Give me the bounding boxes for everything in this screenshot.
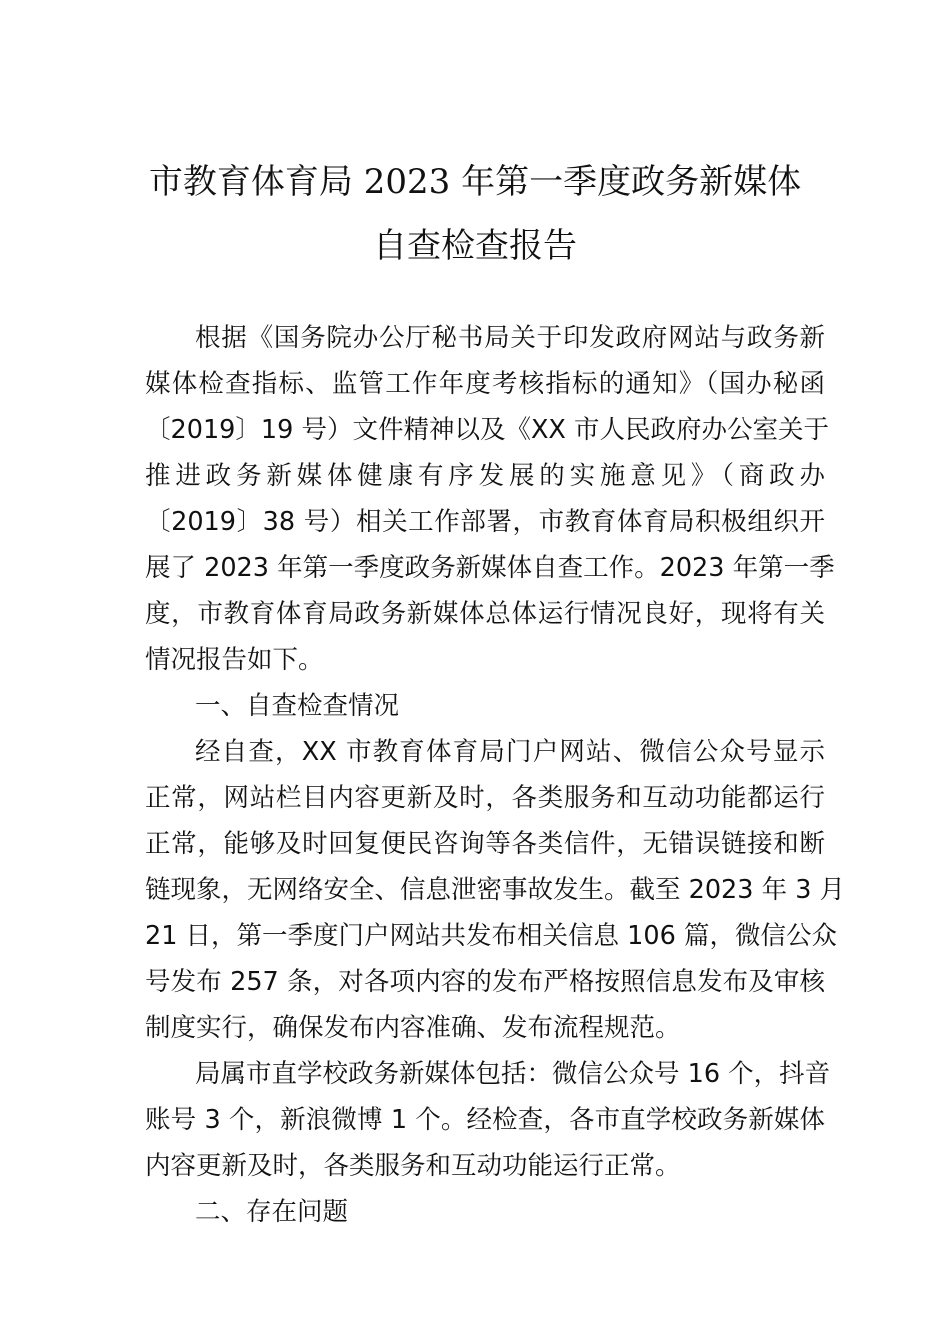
paragraph-3-line: 局属市直学校政务新媒体包括：微信公众号 16 个，抖音 [195,1059,831,1089]
paragraph-1-line: 推进政务新媒体健康有序发展的实施意见》（商政办 [145,461,825,491]
paragraph-2-line: 号发布 257 条，对各项内容的发布严格按照信息发布及审核 [145,967,825,997]
paragraph-2-line: 制度实行，确保发布内容准确、发布流程规范。 [145,1013,681,1043]
paragraph-1-line: 度，市教育体育局政务新媒体总体运行情况良好，现将有关 [145,599,825,629]
paragraph-1-line: 〔2019〕38 号）相关工作部署，市教育体育局积极组织开 [145,507,825,537]
paragraph-2-line: 正常，能够及时回复便民咨询等各类信件，无错误链接和断 [145,829,825,859]
report-title-line-1: 市教育体育局 2023 年第一季度政务新媒体 [148,162,802,202]
paragraph-2-line: 链现象，无网络安全、信息泄密事故发生。截至 2023 年 3 月 [145,875,846,905]
paragraph-1-line: 展了 2023 年第一季度政务新媒体自查工作。2023 年第一季 [145,553,835,583]
paragraph-2-line: 21 日，第一季度门户网站共发布相关信息 106 篇，微信公众 [145,921,837,951]
section-heading-1: 一、自查检查情况 [195,691,400,721]
paragraph-2-line: 经自查，XX 市教育体育局门户网站、微信公众号显示 [195,737,825,767]
paragraph-1-line: 情况报告如下。 [145,645,324,675]
paragraph-3-line: 内容更新及时，各类服务和互动功能运行正常。 [145,1151,681,1181]
section-heading-2: 二、存在问题 [195,1197,349,1227]
paragraph-1-line: 〔2019〕19 号）文件精神以及《XX 市人民政府办公室关于 [145,415,829,445]
paragraph-1-line: 根据《国务院办公厅秘书局关于印发政府网站与政务新 [195,323,825,353]
paragraph-1-line: 媒体检查指标、监管工作年度考核指标的通知》（国办秘函 [145,369,825,399]
report-title-line-2: 自查检查报告 [373,226,577,266]
paragraph-3-line: 账号 3 个，新浪微博 1 个。经检查，各市直学校政务新媒体 [145,1105,825,1135]
paragraph-2-line: 正常，网站栏目内容更新及时，各类服务和互动功能都运行 [145,783,825,813]
